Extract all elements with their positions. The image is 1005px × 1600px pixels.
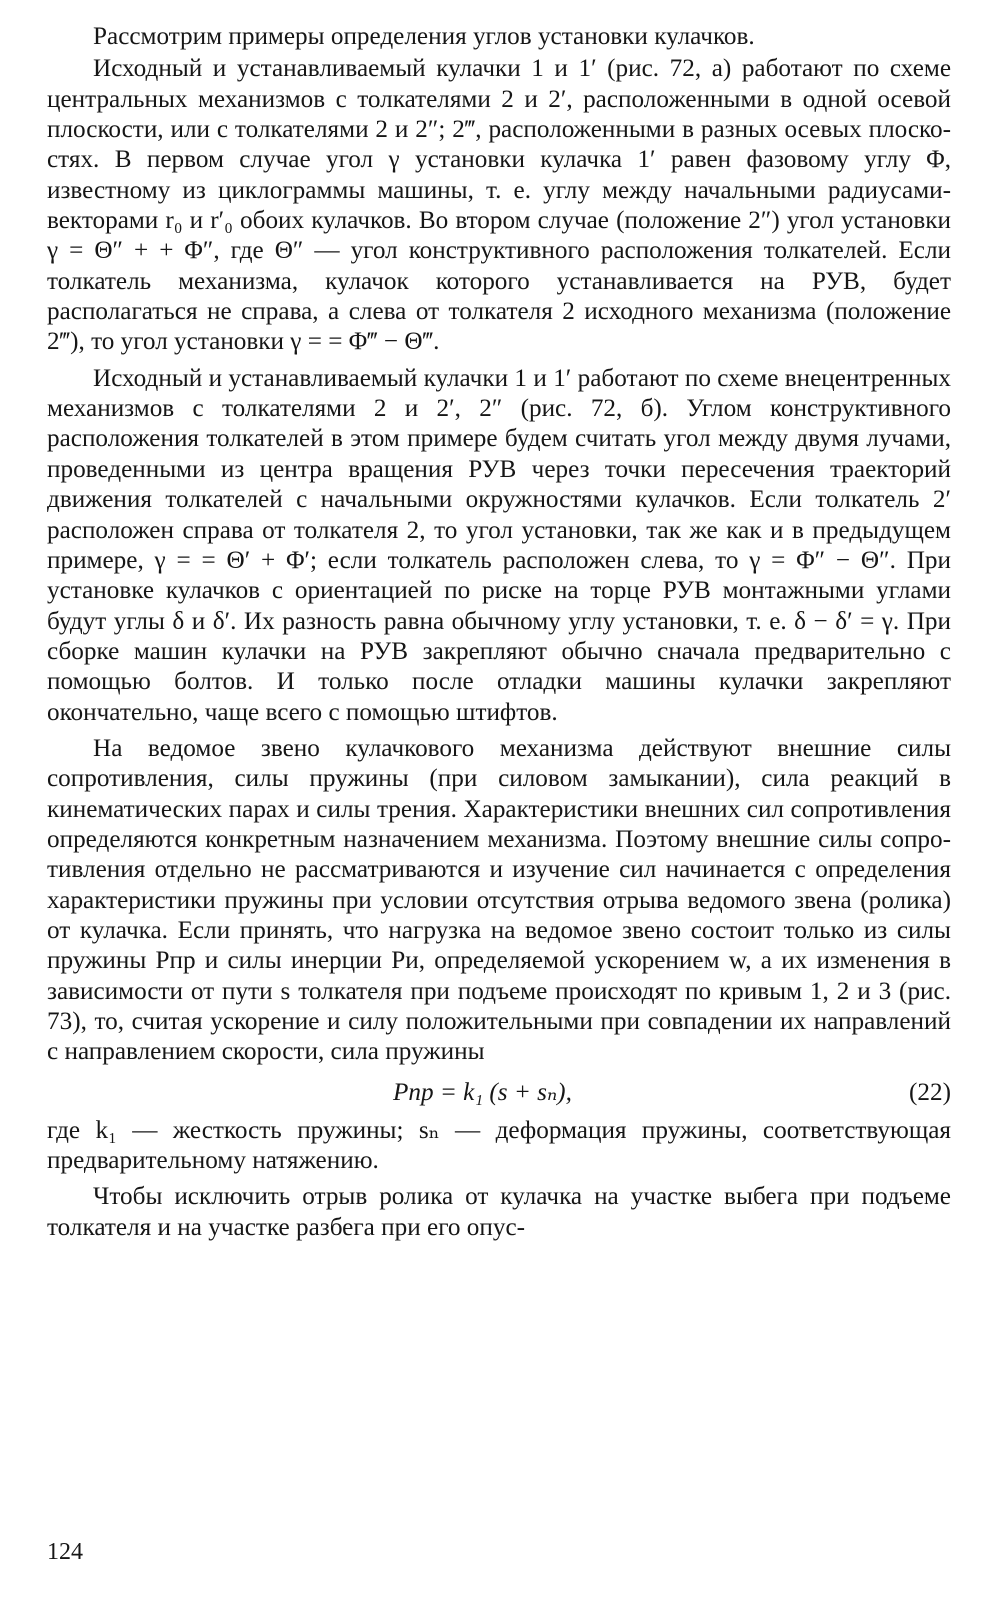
paragraph-formula-explanation: где k₁ — жесткость пружины; sₙ — деформация пружины, соответствующая предварительному натяжению. (47, 1116, 951, 1175)
page-number: 124 (47, 1539, 83, 1565)
paragraph-central-mechanisms: Исходный и устанавливаемый кулачки 1 и 1′ (рис. 72, а) работают по схеме центральных механизмов с толкателями 2 и 2′, расположенными в одной осевой плоскости, или с толкателями 2 и 2″; 2‴, расположенными в разных осевых плоскостях. В первом случае угол γ установки кулачка 1′ равен фазовому углу Φ, известному из циклограммы машины, т. е. углу между начальными радиусами-векторами r₀ и r′₀ обоих кулачков. Во втором случае (положение 2″) угол установки γ = Θ″ + + Φ″, где Θ″ — угол конструктивного расположения толкателей. Если толкатель механизма, кулачок которого устанавливается на РУВ, будет располагаться не справа, а слева от толкателя 2 исходного механизма (положение 2‴), то угол установки γ = = Φ‴ − Θ‴. (47, 55, 951, 356)
paragraph-continuation: Чтобы исключить отрыв ролика от кулачка на участке выбега при подъеме толкателя и на участке разбега при его опус- (47, 1183, 951, 1241)
formula-row (47, 1072, 951, 1116)
formula-number: (22) (909, 1078, 951, 1106)
spring-force-formula: Pпр = k₁ (s + sₙ), (393, 1078, 572, 1106)
page-body (47, 22, 951, 1243)
paragraph-eccentric-mechanisms: Исходный и устанавливаемый кулачки 1 и 1′ работают по схеме внецентренных механизмов с толкателями 2 и 2′, 2″ (рис. 72, б). Углом конструктивного расположения толкателей в этом примере будем считать угол между двумя лучами, проведенными из центра вращения РУВ через точки пересечения траекторий движения толкателей с начальными окружностями кулачков. Если толкатель 2′ расположен справа от толкателя 2, то угол установки, так же как и в предыдущем примере, γ = = Θ′ + Φ′; если толкатель расположен слева, то γ = Φ″ − Θ″. При установке кулачков с ориентацией по риске на торце РУВ монтажными углами будут углы δ и δ′. Их разность равна обычному углу установки, т. е. δ − δ′ = γ. При сборке машин кулачки на РУВ закрепляют обычно сначала предварительно с помощью болтов. И только после отладки машины кулачки закрепляют окончательно, чаще всего с помощью штифтов. (47, 364, 951, 726)
paragraph-forces: На ведомое звено кулачкового механизма действуют внешние силы сопротивления, силы пружины (при силовом замыкании), сила реакций в кинематических парах и силы трения. Характеристики внешних сил сопротивления определяются конкретным назначением механизма. Поэтому внешние силы сопротивления отдельно не рассматриваются и изучение сил начинается с определения характеристики пружины при условии отсутствия отрыва ведомого звена (ролика) от кулачка. Если принять, что нагрузка на ведомое звено состоит только из силы пружины Pпр и силы инерции Pи, определяемой ускорением w, а их изменения в зависимости от пути s толкателя при подъеме происходят по кривым 1, 2 и 3 (рис. 73), то, считая ускорение и силу положительными при совпадении их направлений с направлением скорости, сила пружины (47, 734, 951, 1066)
paragraph-intro: Рассмотрим примеры определения углов установки кулачков. (93, 23, 755, 50)
